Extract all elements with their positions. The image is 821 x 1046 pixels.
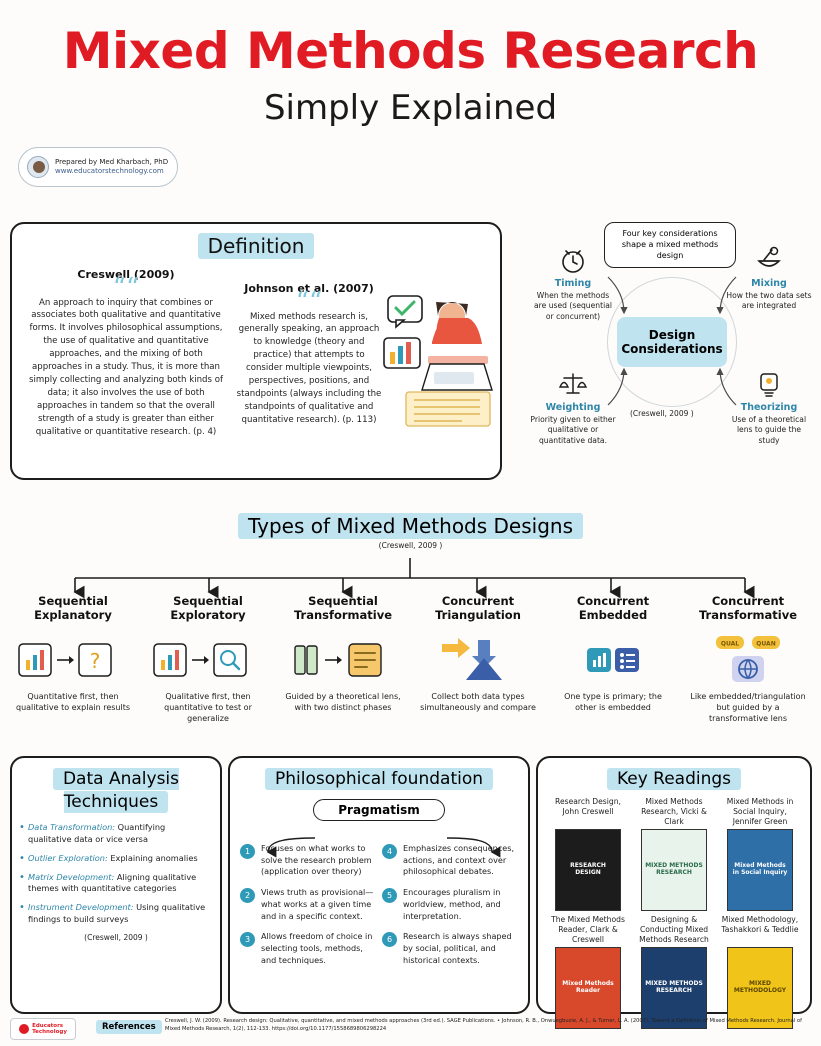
book-item: The Mixed Methods Reader, Clark & Creswell Mixed Methods Reader [548, 915, 628, 1029]
types-heading: Types of Mixed Methods Designs [238, 513, 583, 539]
data-analysis-title: Data Analysis Techniques [12, 768, 220, 814]
list-item: • Outlier Exploration: Explaining anomalies [28, 853, 208, 865]
quote-mark-icon: ““ [112, 273, 140, 303]
book-cover: MIXED METHODS RESEARCH [641, 829, 707, 911]
book-item: Mixed Methods in Social Inquiry, Jennifer Green Mixed Methods in Social Inquiry [720, 797, 800, 911]
bar-chart-arrow-question-icon [17, 636, 129, 684]
footer [0, 1018, 821, 1046]
definition-quote-1: Creswell (2009) ““ An approach to inquiry that combines or associates both qualitative and quantitative forms. It involves philosophical assumptions, the use of qualitative and quantitative approaches, and the mixing of both approaches in a study. Thus, it is more than simply collecting and analyzing both kinds of data; it also involves the use of both approaches in tandem so that the overall strength of a study is greater than either qualitative or quantitative research. (p. 4) [26, 268, 226, 438]
author-name: Prepared by Med Kharbach, PhD [55, 157, 169, 166]
qual-quan-globe-icon [692, 634, 804, 686]
key-readings-title: Key Readings [538, 768, 810, 791]
definition-heading: Definition [12, 234, 500, 258]
consideration-mixing: Mixing How the two data sets are integrated [726, 245, 812, 312]
data-analysis-panel [10, 756, 222, 1014]
type-concurrent-embedded: Concurrent Embedded One type is primary; the other is embedded [548, 594, 678, 724]
columns-arrow-document-icon [287, 636, 399, 684]
book-item: Designing & Conducting Mixed Methods Research MIXED METHODS RESEARCH [634, 915, 714, 1029]
considerations-note: Four key considerations shape a mixed methods design [604, 222, 736, 268]
philosophical-title: Philosophical foundation [230, 768, 528, 791]
list-item: 6 Research is always shaped by social, political, and historical contexts. [382, 931, 518, 966]
logo-mark-icon [19, 1024, 29, 1034]
types-citation: (Creswell, 2009 ) [378, 541, 443, 550]
list-item: 4 Emphasizes consequences, actions, and context over philosophical debates. [382, 843, 518, 878]
avatar [27, 156, 49, 178]
type-sequential-exploratory: Sequential Exploratory Qualitative first, then quantitative to test or generalize [143, 594, 273, 724]
list-item: 5 Encourages pluralism in worldview, method, and interpretation. [382, 887, 518, 922]
references-text: Creswell, J. W. (2009). Research design: Qualitative, quantitative, and mixed methods approaches (3rd ed.). SAGE Publications. • Johnson, R. B., Onwuegbuzie, A. J., & Turner, L. A. (2007). Toward a Definition of Mixed Methods Research. Journal of Mixed Methods Research, 1(2), 112-133. https://doi.org/10.1177/1558689806298224 [165, 1018, 802, 1032]
infographic-page [0, 22, 821, 1046]
consideration-timing: Timing When the methods are used (sequential or concurrent) [530, 245, 616, 322]
definition-panel [10, 222, 502, 480]
bar-chart-arrow-magnifier-icon [152, 636, 264, 684]
scales-icon [558, 369, 588, 399]
list-item: • Data Transformation: Quantifying qualitative data or vice versa [28, 822, 208, 846]
data-analysis-citation: (Creswell, 2009 ) [84, 933, 148, 943]
book-cover: Mixed Methods in Social Inquiry [727, 829, 793, 911]
pragmatism-points [230, 835, 528, 976]
mixing-bowl-icon [754, 245, 784, 275]
references-label: References [96, 1020, 162, 1034]
definition-quote-2: Johnson et al. (2007) ““ Mixed methods research is, generally speaking, an approach to knowledge (theory and practice) that attempts to consider multiple viewpoints, perspectives, positions, and standpoints (always including the standpoints of qualitative and quantitative research). (p. 113) [234, 282, 384, 427]
list-item: 1 Focuses on what works to solve the research problem (application over theory) [240, 843, 376, 878]
page-title: Mixed Methods Research [62, 22, 759, 80]
researcher-illustration-icon [382, 294, 497, 454]
key-readings-panel [536, 756, 812, 1014]
lightbulb-idea-icon [754, 369, 784, 399]
embedded-cards-icon [557, 636, 669, 684]
type-concurrent-triangulation: Concurrent Triangulation Collect both data types simultaneously and compare [420, 594, 536, 712]
book-cover: MIXED METHODOLOGY [727, 947, 793, 1029]
type-sequential-transformative: Sequential Transformative Guided by a theoretical lens, with two distinct phases [285, 594, 401, 712]
philosophical-panel [228, 756, 530, 1014]
pragmatism-pill: Pragmatism [313, 799, 445, 821]
book-cover: Mixed Methods Reader [555, 947, 621, 1029]
svg-text:?: ? [89, 648, 101, 673]
page-subtitle: Simply Explained [263, 88, 558, 128]
list-item: • Instrument Development: Using qualitative findings to build surveys [28, 902, 208, 926]
types-heading-block [0, 514, 821, 550]
list-item: 2 Views truth as provisional—what works at a given time and in a specific context. [240, 887, 376, 922]
author-badge [18, 147, 178, 187]
list-item: 3 Allows freedom of choice in selecting tools, methods, and techniques. [240, 931, 376, 966]
brand-logo: Educators Technology [10, 1018, 76, 1040]
types-grid [8, 594, 813, 724]
type-sequential-explanatory: Sequential Explanatory ? Quantitative first, then qualitative to explain results [15, 594, 131, 712]
book-cover: RESEARCH DESIGN [555, 829, 621, 911]
design-considerations-cluster [512, 217, 812, 487]
considerations-citation: (Creswell, 2009 ) [630, 409, 694, 418]
quote-mark-icon: ““ [295, 287, 323, 317]
svg-text:QUAN: QUAN [756, 640, 776, 648]
book-cover: MIXED METHODS RESEARCH [641, 947, 707, 1029]
clock-icon [558, 245, 588, 275]
triangulation-arrows-icon [422, 634, 534, 686]
author-website: www.educatorstechnology.com [55, 167, 164, 175]
list-item: • Matrix Development: Aligning qualitative themes with quantitative categories [28, 872, 208, 896]
type-concurrent-transformative: Concurrent Transformative QUAL QUAN Like embedded/triangulation but guided by a transformative lens [690, 594, 806, 724]
svg-text:QUAL: QUAL [720, 640, 740, 648]
consideration-weighting: Weighting Priority given to either qualitative or quantitative data. [530, 369, 616, 446]
considerations-center: Design Considerations [617, 317, 727, 367]
book-item: Mixed Methodology, Tashakkori & Teddlie MIXED METHODOLOGY [720, 915, 800, 1029]
consideration-theorizing: Theorizing Use of a theoretical lens to guide the study [726, 369, 812, 446]
data-analysis-list [12, 814, 220, 926]
key-readings-grid [538, 791, 810, 1029]
book-item: Mixed Methods Research, Vicki & Clark MIXED METHODS RESEARCH [634, 797, 714, 911]
book-item: Research Design, John Creswell RESEARCH DESIGN [548, 797, 628, 911]
